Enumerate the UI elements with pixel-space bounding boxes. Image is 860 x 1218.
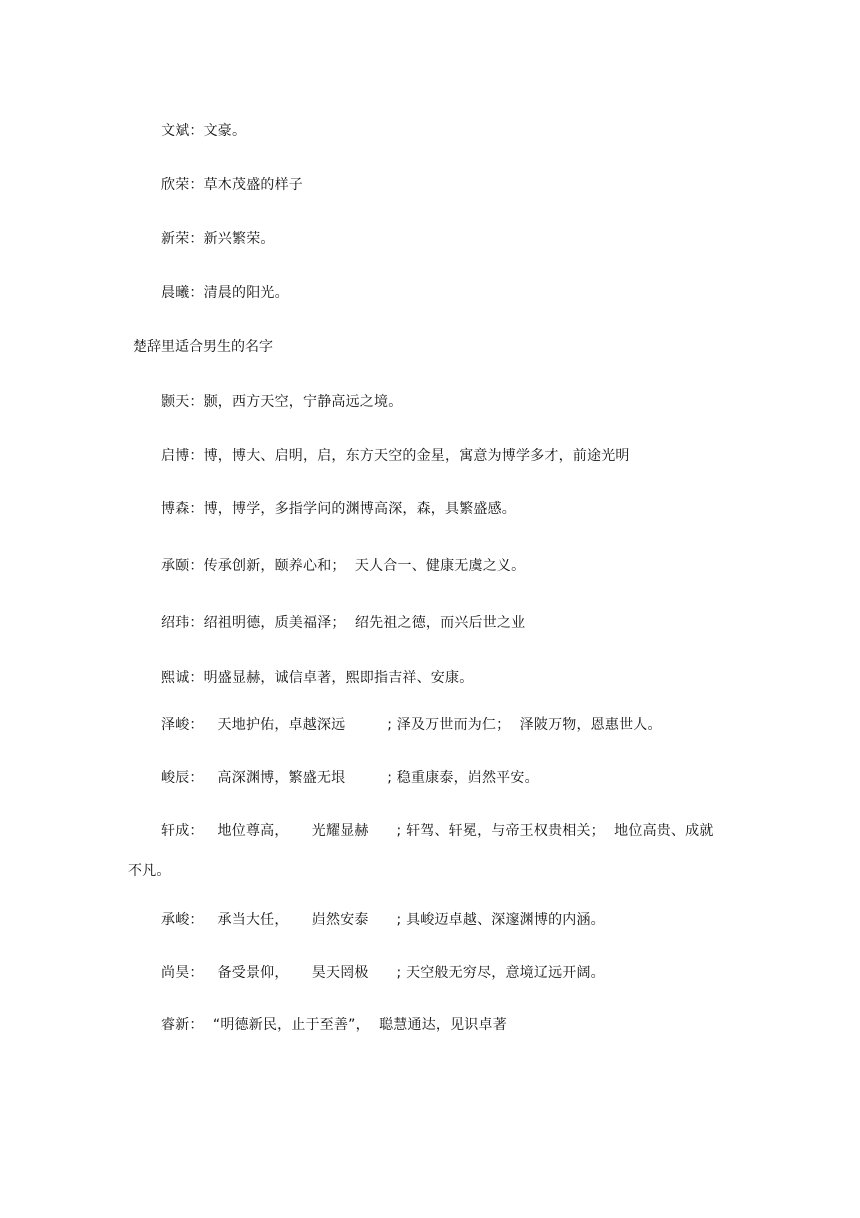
section-heading: 楚辞里适合男生的名字: [133, 339, 273, 355]
entry-shaowei: 绍玮：绍祖明德，质美福泽； 绍先祖之德，而兴后世之业: [161, 615, 526, 631]
entry-junchen: 峻辰： 高深渊博，繁盛无垠 ; 稳重康泰，岿然平安。: [161, 770, 539, 786]
entry-chengjun: 承峻： 承当大任， 岿然安泰 ; 具峻迈卓越、深邃渊博的内涵。: [161, 912, 605, 928]
entry-chengyi: 承颐：传承创新，颐养心和； 天人合一、健康无虞之义。: [161, 558, 526, 574]
entry-wenbin: 文斌：文豪。: [161, 123, 247, 139]
entry-zejun: 泽峻： 天地护佑，卓越深远 ; 泽及万世而为仁； 泽陂万物，恩惠世人。: [161, 717, 662, 733]
entry-shanghao: 尚昊： 备受景仰， 昊天罔极 ; 天空般无穷尽，意境辽远开阔。: [161, 965, 605, 981]
entry-xinrong: 欣荣：草木茂盛的样子: [161, 177, 303, 193]
entry-ruixin: 睿新： “明德新民，止于至善”， 聪慧通达，见识卓著: [161, 1017, 507, 1033]
entry-xuancheng-cont: 不凡。: [128, 863, 171, 879]
entry-bosen: 博森：博，博学，多指学问的渊博高深，森，具繁盛感。: [161, 501, 516, 517]
entry-xicheng: 熙诚：明盛显赫，诚信卓著，熙即指吉祥、安康。: [161, 670, 474, 686]
entry-haotian: 颢天：颢，西方天空，宁静高远之境。: [161, 394, 403, 410]
entry-qibo: 启博：博，博大、启明，启，东方天空的金星，寓意为博学多才，前途光明: [161, 448, 630, 464]
entry-chenxi: 晨曦：清晨的阳光。: [161, 285, 289, 301]
entry-xuancheng: 轩成： 地位尊高， 光耀显赫 ; 轩驾、轩冕，与帝王权贵相关； 地位高贵、成就: [161, 823, 714, 839]
entry-xinrong-2: 新荣：新兴繁荣。: [161, 231, 275, 247]
